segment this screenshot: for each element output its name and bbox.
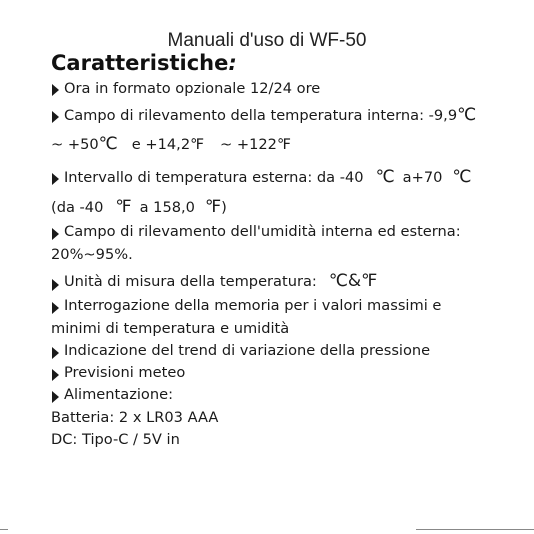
celsius-unit: ℃: [375, 167, 395, 187]
feature-outdoor-temp: [64, 167, 472, 187]
feature-humidity-range: 20%~95%.: [51, 246, 133, 263]
feature-forecast: Previsioni meteo: [64, 364, 186, 381]
bullet-icon: [52, 111, 59, 123]
feature-time: Ora in formato opzionale 12/24 ore: [64, 80, 321, 97]
celsius-unit: ℃: [457, 105, 477, 125]
indoor-temp-text: Campo di rilevamento della temperatura interna: -9,9: [64, 107, 458, 124]
bullet-icon: [52, 302, 59, 314]
outdoor-temp-text: Intervallo di temperatura esterna: da -40: [64, 169, 364, 186]
manual-title: Manuali d'uso di WF-50: [167, 30, 367, 51]
feature-indoor-temp: [64, 105, 476, 125]
fahrenheit-unit: ℉: [204, 197, 222, 217]
dc-spec: DC: Tipo-C / 5V in: [51, 431, 180, 448]
feature-memory-cont: minimi di temperatura e umidità: [51, 320, 290, 337]
outdoor-temp-text: (da -40: [51, 199, 104, 216]
celsius-unit: ℃: [452, 167, 472, 187]
heading-colon: :: [228, 51, 237, 75]
feature-outdoor-temp-f: [51, 197, 227, 217]
bottom-rule-right: [416, 529, 534, 530]
bullet-icon: [52, 279, 59, 291]
fahrenheit-unit: ℉: [190, 136, 204, 153]
battery-spec: Batteria: 2 x LR03 AAA: [51, 409, 219, 426]
feature-indoor-temp-range: [51, 134, 291, 154]
feature-humidity: Campo di rilevamento dell'umidità interna ed esterna:: [64, 223, 461, 240]
celsius-unit: ℃: [98, 134, 118, 154]
range-part: e +14,2: [131, 136, 191, 153]
outdoor-temp-text: a 158,0: [139, 199, 195, 216]
outdoor-temp-text: a+70: [402, 169, 443, 186]
feature-unit: [64, 271, 377, 291]
unit-symbols: ℃&℉: [328, 271, 378, 291]
bullet-icon: [52, 347, 59, 359]
range-part: ~ +50: [51, 136, 99, 153]
bullet-icon: [52, 173, 59, 185]
range-part: ~ +122: [220, 136, 277, 153]
bullet-icon: [52, 369, 59, 381]
unit-text: Unità di misura della temperatura:: [64, 273, 317, 290]
bullet-icon: [52, 84, 59, 96]
bullet-icon: [52, 228, 59, 240]
feature-trend: Indicazione del trend di variazione della pressione: [64, 342, 431, 359]
feature-power: Alimentazione:: [64, 386, 173, 403]
heading-text: Caratteristiche: [51, 51, 229, 75]
outdoor-temp-text: ): [221, 199, 227, 216]
fahrenheit-unit: ℉: [115, 197, 132, 217]
feature-memory: Interrogazione della memoria per i valori massimi e: [64, 297, 442, 314]
bullet-icon: [52, 391, 59, 403]
fahrenheit-unit: ℉: [276, 136, 291, 153]
section-heading: [51, 51, 237, 75]
bottom-rule-left: [0, 529, 8, 530]
